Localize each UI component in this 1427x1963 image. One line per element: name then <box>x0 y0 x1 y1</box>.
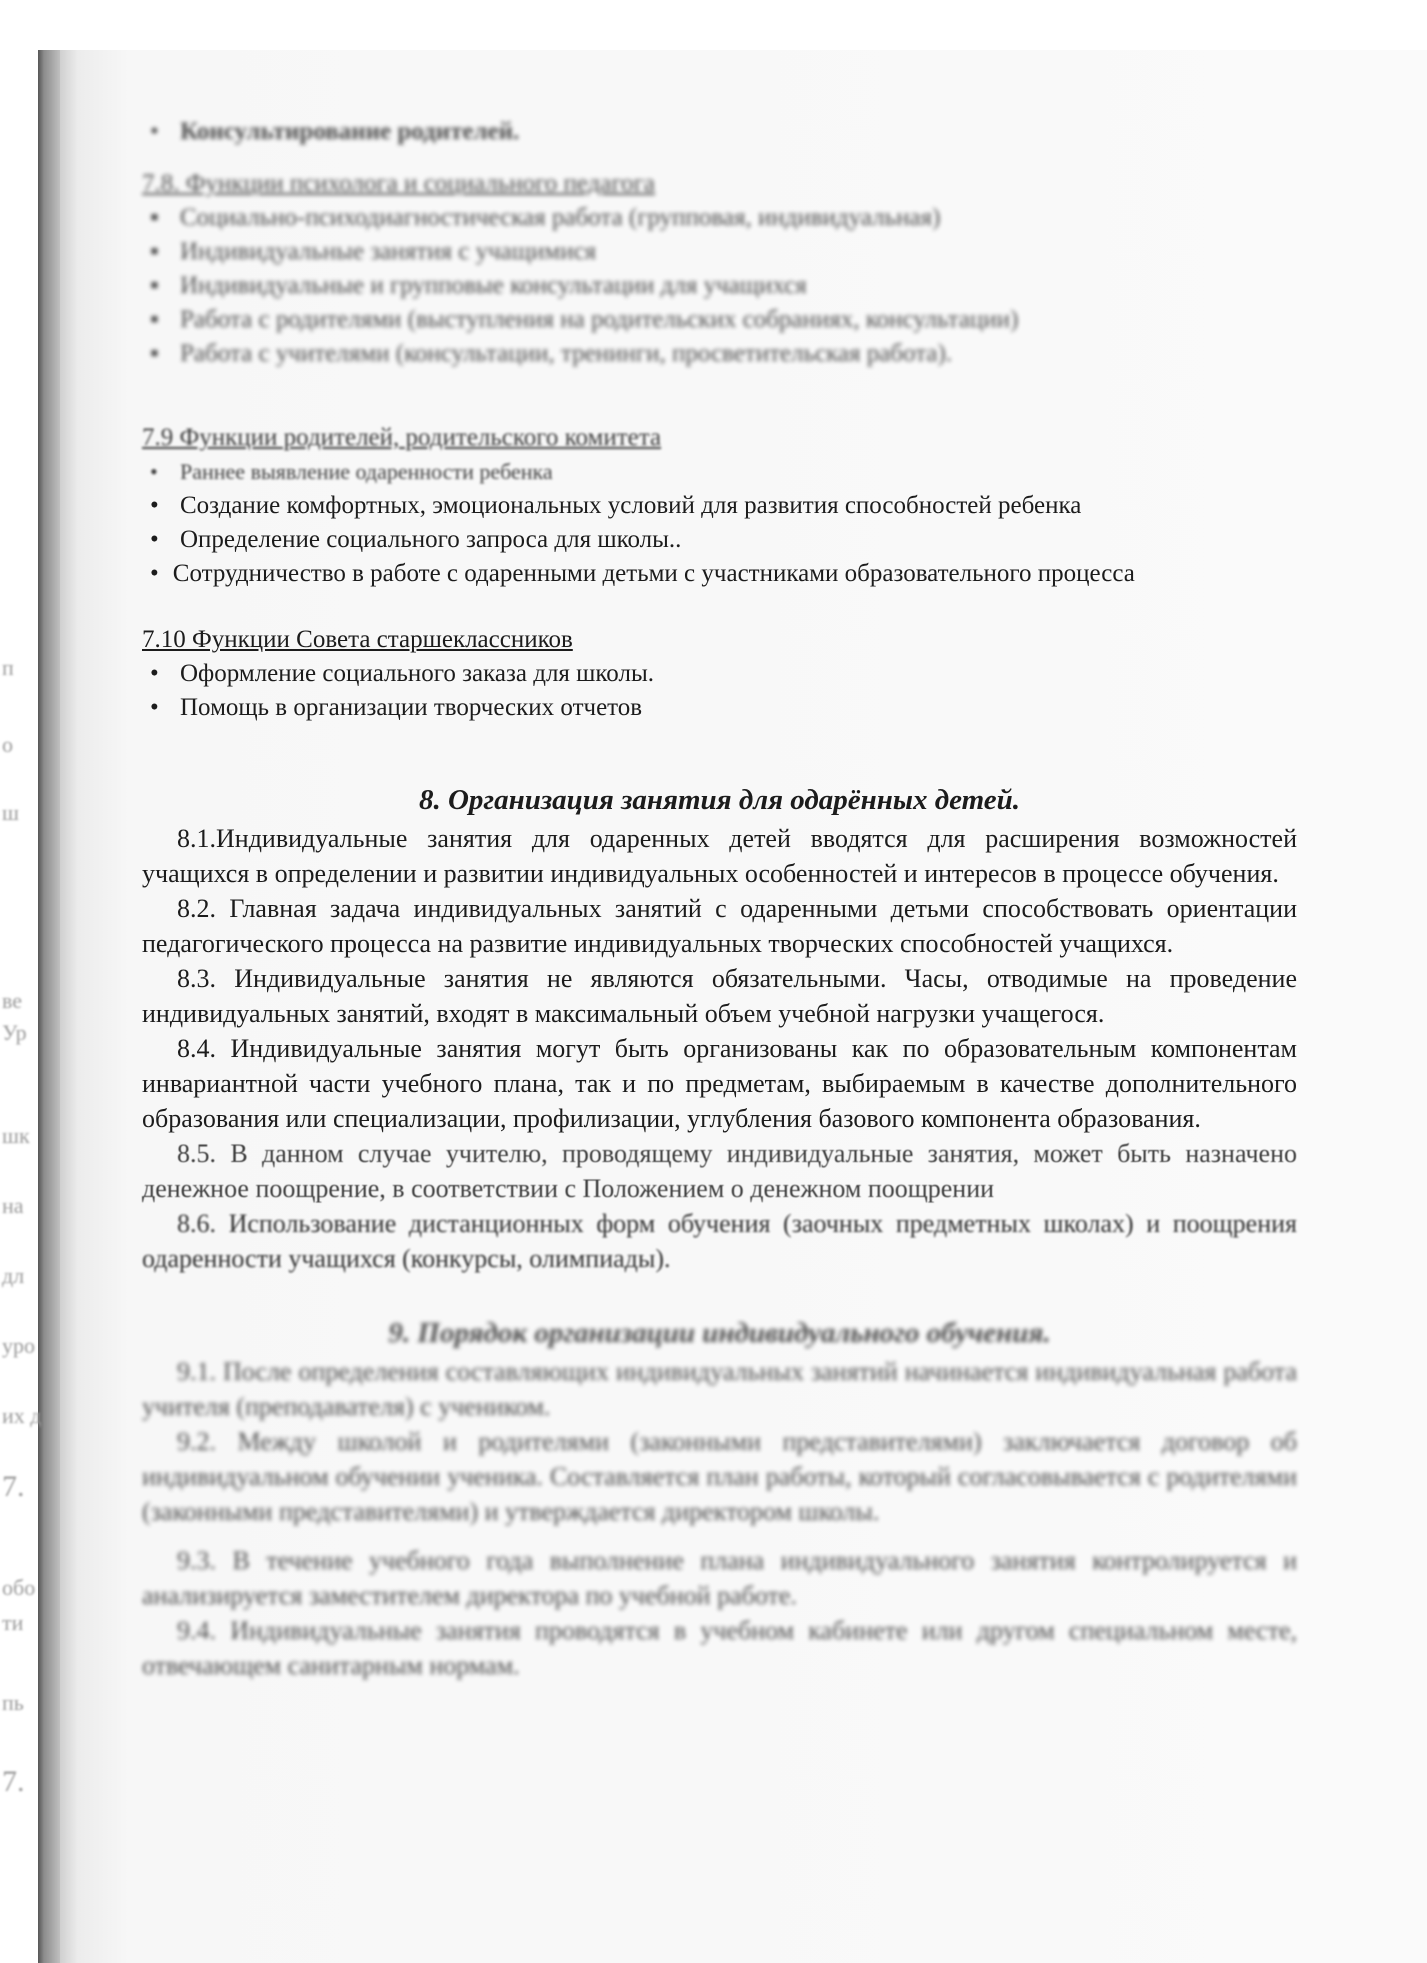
bullet-list <box>142 201 1297 371</box>
section-heading: 7.8. Функции психолога и социального педагога <box>142 170 655 197</box>
paragraph: 8.6. Использование дистанционных форм обучения (заочных предметных школах) и поощрения одаренности учащихся (конкурсы, олимпиады). <box>142 1209 1297 1273</box>
bleed-text: дл <box>2 1263 25 1288</box>
section-9 <box>142 1316 1297 1683</box>
section-7-9 <box>142 421 1297 455</box>
bleed-text: ш <box>2 800 19 825</box>
paragraph: 8.3. Индивидуальные занятия не являются обязательными. Часы, отводимые на проведение индивидуальных занятий, входят в максимальный объем учебной нагрузки учащегося. <box>142 964 1297 1028</box>
bleed-text: на <box>2 1193 24 1218</box>
paragraph: 8.2. Главная задача индивидуальных занятий с одаренными детьми способствовать ориентации педагогического процесса на развитие индивидуальных творческих способностей учащихся. <box>142 894 1297 958</box>
list-item: ▪ Индивидуальные и групповые консультации для учащихся <box>150 272 807 299</box>
list-item: ▪ Работа с родителями (выступления на родительских собраниях, консультации) <box>150 306 1019 333</box>
list-item: ▪ Социально-психодиагностическая работа (групповая, индивидуальная) <box>150 204 941 231</box>
paragraph: 9.3. В течение учебного года выполнение плана индивидуального занятия контролируется и анализируется заместителем директора по учебной работе. <box>142 1546 1297 1610</box>
section-title: 8. Организация занятия для одарённых детей. <box>418 784 1021 816</box>
bleed-text: обо <box>2 1575 36 1600</box>
paragraph: 9.2. Между школой и родителями (законными представителями) заключается договор об индивидуальном обучении ученика. Составляется план работы, который согласовывается с родителями (законными представителями) и утверждается директором школы. <box>142 1427 1297 1526</box>
bleed-text: ти <box>2 1610 24 1635</box>
list-item: ▪ Работа с учителями (консультации, тренинги, просветительская работа). <box>150 340 953 367</box>
bleed-text: шк <box>2 1123 30 1148</box>
bleed-text: Ур <box>2 1020 27 1045</box>
list-item: • Раннее выявление одаренности ребенка <box>150 459 553 484</box>
bleed-text: уро <box>2 1333 35 1358</box>
section-heading: 7.10 Функции Совета старшеклассников <box>142 626 573 653</box>
list-item: • Определение социального запроса для школы.. <box>150 526 682 553</box>
bleed-text: 7. <box>2 1470 25 1503</box>
bullet-list <box>142 115 1297 149</box>
document-body <box>142 115 1297 1683</box>
list-item: ▪ Индивидуальные занятия с учащимися <box>150 238 597 265</box>
margin-bleed-through <box>0 0 130 1963</box>
list-item: • Помощь в организации творческих отчетов <box>150 694 643 721</box>
list-item: • Сотрудничество в работе с одаренными детьми с участниками образовательного процесса <box>150 560 1135 587</box>
bullet-list <box>142 657 1297 725</box>
paragraph: 9.1. После определения составляющих индивидуальных занятий начинается индивидуальная работа учителя (преподавателя) с учеником. <box>142 1357 1297 1421</box>
bleed-text: ве <box>2 988 23 1013</box>
list-item: • Создание комфортных, эмоциональных условий для развития способностей ребенка <box>150 492 1082 519</box>
paragraph: 8.5. В данном случае учителю, проводящему индивидуальные занятия, может быть назначено денежное поощрение, в соответствии с Положением о денежном поощрении <box>142 1139 1297 1203</box>
section-7-8 <box>142 115 1297 371</box>
bleed-text: п <box>2 655 14 680</box>
paragraph: 8.4. Индивидуальные занятия могут быть организованы как по образовательным компонентам инвариантной части учебного плана, так и по предметам, выбираемым в качестве дополнительного образования или специализации, профилизации, углубления базового компонента образования. <box>142 1034 1297 1133</box>
section-title: 9. Порядок организации индивидуального обучения. <box>388 1317 1051 1349</box>
list-item: • Оформление социального заказа для школы. <box>150 660 654 687</box>
section-heading: 7.9 Функции родителей, родительского комитета <box>142 424 662 451</box>
paragraph: 8.1.Индивидуальные занятия для одаренных детей вводятся для расширения возможностей учащихся в определении и развитии индивидуальных особенностей и интересов в процессе обучения. <box>142 824 1297 888</box>
bleed-text: пь <box>2 1690 24 1715</box>
bleed-text: о <box>2 732 13 757</box>
paragraph: 9.4. Индивидуальные занятия проводятся в учебном кабинете или другом специальном месте, отвечающем санитарным нормам. <box>142 1616 1297 1680</box>
bleed-text: 7. <box>2 1765 25 1798</box>
bullet-list <box>142 455 1297 591</box>
list-item: • Консультирование родителей. <box>150 118 520 145</box>
bleed-text: их д <box>2 1403 42 1428</box>
